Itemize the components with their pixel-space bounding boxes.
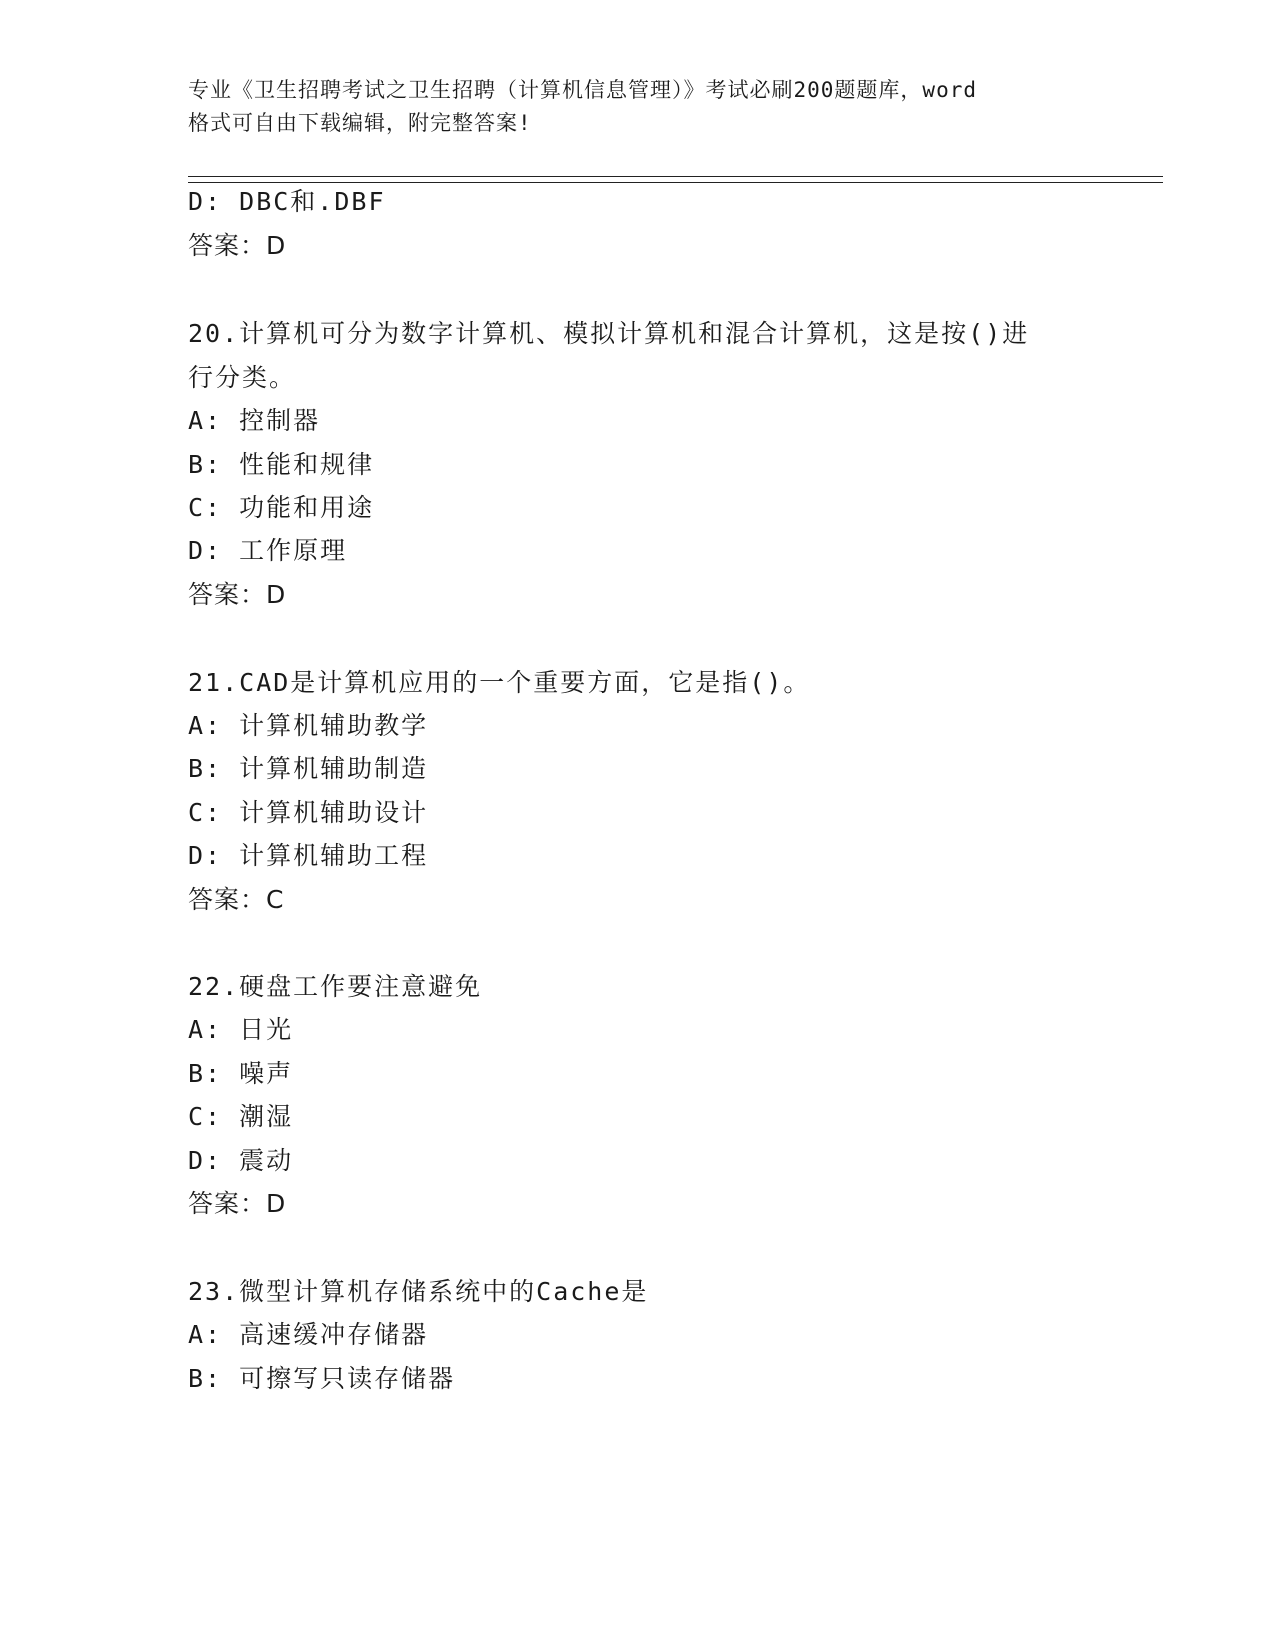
q20-option-a: A: 控制器: [188, 406, 321, 435]
q21-option-d: D: 计算机辅助工程: [188, 841, 429, 870]
q22-option-c: C: 潮湿: [188, 1102, 294, 1131]
q21-answer: 答案：C: [188, 885, 285, 914]
prev-option-d: D: DBC和.DBF: [188, 187, 386, 216]
q23-option-b: B: 可擦写只读存储器: [188, 1364, 456, 1393]
q20-option-b: B: 性能和规律: [188, 450, 375, 479]
header-rule-bottom: [188, 182, 1163, 183]
document-header: [188, 74, 1108, 140]
prev-answer: 答案：D: [188, 231, 287, 260]
q20-stem-line-1: 20.计算机可分为数字计算机、模拟计算机和混合计算机，这是按()进: [188, 319, 1030, 348]
q21-stem: 21.CAD是计算机应用的一个重要方面，它是指()。: [188, 668, 811, 697]
q22-option-a: A: 日光: [188, 1015, 294, 1044]
q21-option-a: A: 计算机辅助教学: [188, 711, 429, 740]
q22-option-b: B: 噪声: [188, 1059, 294, 1088]
q21-option-c: C: 计算机辅助设计: [188, 798, 429, 827]
header-line-2: 格式可自由下载编辑，附完整答案!: [188, 111, 532, 135]
header-rule-top: [188, 176, 1163, 177]
q20-stem-line-2: 行分类。: [188, 363, 297, 392]
q23-stem: 23.微型计算机存储系统中的Cache是: [188, 1277, 649, 1306]
q20-option-c: C: 功能和用途: [188, 493, 375, 522]
q20-option-d: D: 工作原理: [188, 536, 348, 565]
header-line-1: 专业《卫生招聘考试之卫生招聘（计算机信息管理）》考试必刷200题题库，word: [188, 78, 977, 102]
q22-option-d: D: 震动: [188, 1146, 294, 1175]
q22-stem: 22.硬盘工作要注意避免: [188, 972, 483, 1001]
q20-answer: 答案：D: [188, 580, 287, 609]
q23-option-a: A: 高速缓冲存储器: [188, 1320, 429, 1349]
q21-option-b: B: 计算机辅助制造: [188, 754, 429, 783]
q22-answer: 答案：D: [188, 1189, 287, 1218]
